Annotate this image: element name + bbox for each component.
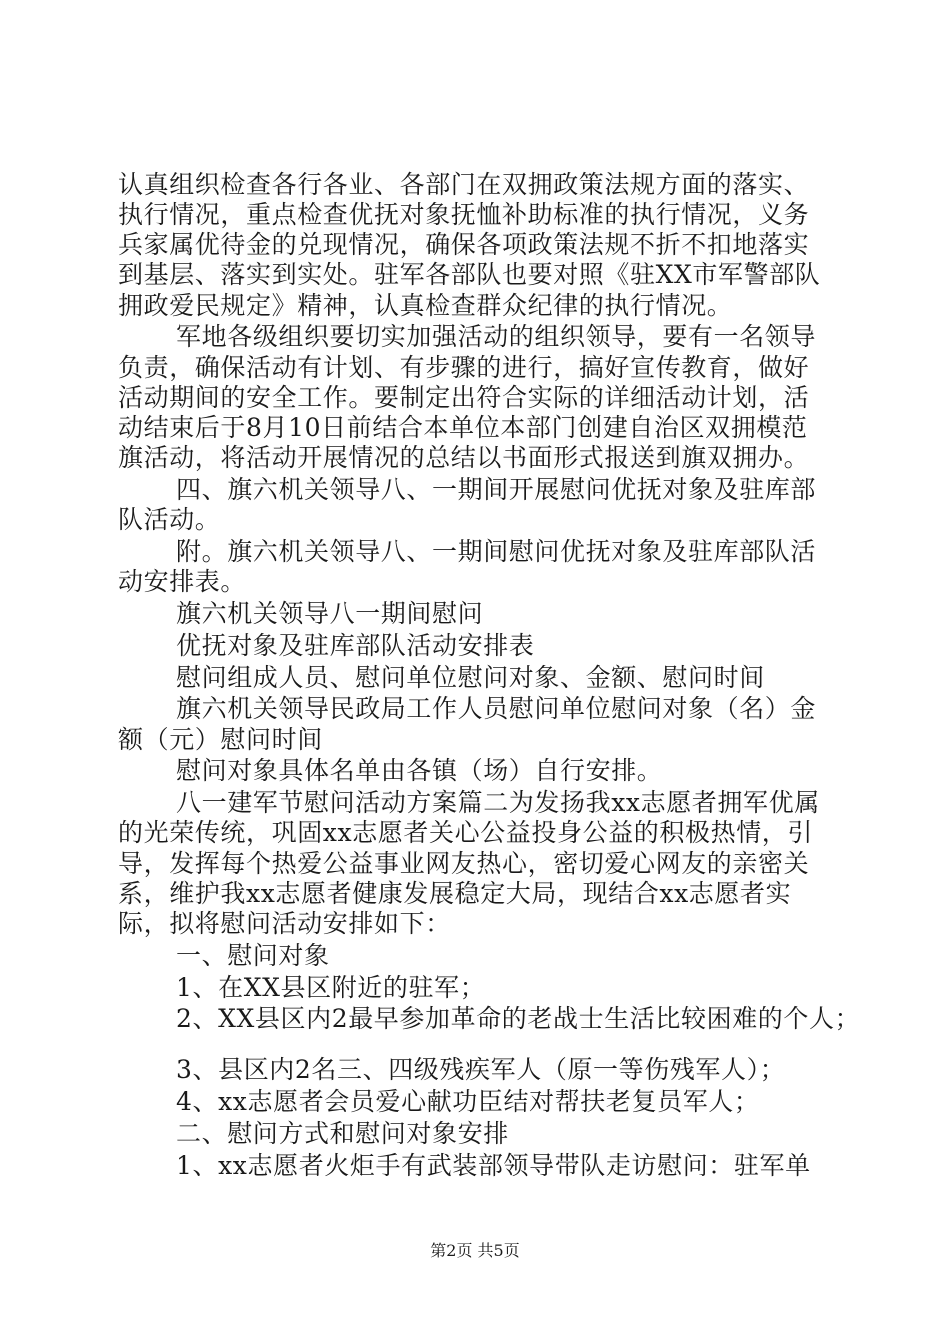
text-line: 军地各级组织要切实加强活动的组织领导，要有一名领导: [176, 322, 817, 351]
page-footer: [0, 1238, 950, 1261]
text-line: 四、旗六机关领导八、一期间开展慰问优抚对象及驻库部: [176, 475, 817, 504]
text-line: 活动期间的安全工作。要制定出符合实际的详细活动计划，活: [118, 383, 810, 412]
text-line: 兵家属优待金的兑现情况，确保各项政策法规不折不扣地落实: [118, 230, 810, 259]
text-line: 旗六机关领导民政局工作人员慰问单位慰问对象（名）金: [176, 694, 817, 723]
text-line: 队活动。: [118, 505, 221, 534]
text-line: 慰问组成人员、慰问单位慰问对象、金额、慰问时间: [176, 663, 765, 692]
text-line: 认真组织检查各行各业、各部门在双拥政策法规方面的落实、: [118, 170, 810, 199]
text-line: 优抚对象及驻库部队活动安排表: [176, 631, 535, 660]
text-line: 3、县区内2名三、四级残疾军人（原一等伤残军人）；: [176, 1055, 786, 1084]
text-line: 的光荣传统，巩固xx志愿者关心公益投身公益的积极热情，引: [118, 818, 814, 847]
text-line: 负责，确保活动有计划、有步骤的进行，搞好宣传教育，做好: [118, 353, 810, 382]
text-line: 4、xx志愿者会员爱心献功臣结对帮扶老复员军人；: [176, 1087, 760, 1116]
text-line: 1、在XX县区附近的驻军；: [176, 973, 486, 1002]
text-line: 1、xx志愿者火炬手有武装部领导带队走访慰问：驻军单: [176, 1151, 811, 1180]
text-line: 动结束后于8月10日前结合本单位本部门创建自治区双拥模范: [118, 413, 808, 442]
text-line: 旗六机关领导八一期间慰问: [176, 599, 484, 628]
text-line: 系，维护我xx志愿者健康发展稳定大局，现结合xx志愿者实: [118, 879, 792, 908]
text-line: 执行情况，重点检查优抚对象抚恤补助标准的执行情况，义务: [118, 200, 810, 229]
text-line: 到基层、落实到实处。驻军各部队也要对照《驻XX市军警部队: [118, 260, 821, 289]
text-line: 一、慰问对象: [176, 941, 330, 970]
text-line: 2、XX县区内2最早参加革命的老战士生活比较困难的个人；: [176, 1004, 861, 1033]
text-line: 额（元）慰问时间: [118, 725, 323, 754]
text-line: 际，拟将慰问活动安排如下：: [118, 909, 451, 938]
text-line: 八一建军节慰问活动方案篇二为发扬我xx志愿者拥军优属: [176, 788, 820, 817]
text-line: 动安排表。: [118, 567, 247, 596]
text-line: 导，发挥每个热爱公益事业网友热心，密切爱心网友的亲密关: [118, 849, 810, 878]
text-line: 慰问对象具体名单由各镇（场）自行安排。: [176, 756, 663, 785]
text-line: 二、慰问方式和慰问对象安排: [176, 1119, 509, 1148]
text-line: 附。旗六机关领导八、一期间慰问优抚对象及驻库部队活: [176, 537, 817, 566]
text-line: 旗活动，将活动开展情况的总结以书面形式报送到旗双拥办。: [118, 443, 810, 472]
text-line: 拥政爱民规定》精神，认真检查群众纪律的执行情况。: [118, 291, 733, 320]
page-number-label: 第2页 共5页: [430, 1241, 520, 1260]
